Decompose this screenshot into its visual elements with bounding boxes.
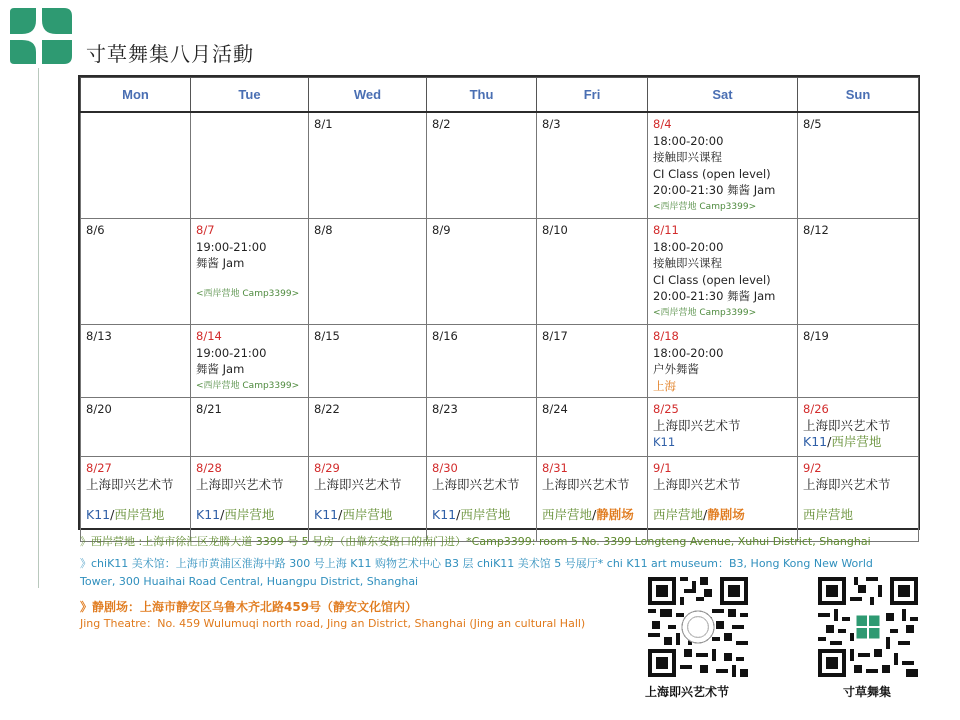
venue-separator: / — [110, 507, 115, 522]
event-date: 8/18 — [653, 329, 679, 343]
venue-k11: K11 — [196, 507, 221, 522]
event-name-en: CI Class (open level) — [653, 166, 771, 181]
day-cell — [427, 398, 537, 457]
venue-separator: / — [456, 507, 461, 522]
day-cell — [427, 112, 537, 219]
venue-camp: 西岸营地 — [114, 507, 165, 522]
calendar-table — [78, 75, 920, 530]
venue-separator: / — [703, 507, 708, 522]
day-cell-event — [648, 398, 798, 457]
day-cell — [81, 325, 191, 398]
day-cell — [309, 325, 427, 398]
event-time: 18:00-20:00 — [653, 239, 724, 254]
day-cell — [537, 112, 648, 219]
event-location: <西岸营地 Camp3399> — [196, 288, 300, 299]
day-cell — [537, 219, 648, 325]
day-cell — [191, 398, 309, 457]
day-cell-empty — [81, 112, 191, 219]
venue-k11: K11 — [803, 434, 828, 449]
day-date: 8/24 — [542, 402, 568, 416]
venue-camp: 西岸营地 — [342, 507, 393, 522]
event-name: 舞酱 Jam — [196, 256, 245, 270]
event-name-en: CI Class (open level) — [653, 272, 771, 287]
weekday-header: Thu — [427, 78, 537, 113]
day-cell — [81, 398, 191, 457]
day-date: 8/15 — [314, 329, 340, 343]
venue-jing-theatre: 静剧场 — [707, 507, 745, 522]
event-name: 舞酱 Jam — [196, 362, 245, 376]
venue-camp: 西岸营地 — [653, 507, 704, 522]
event-date: 8/29 — [314, 461, 340, 475]
venue-camp: 西岸营地 — [831, 434, 882, 449]
day-cell — [309, 398, 427, 457]
venue-k11: K11 — [432, 507, 457, 522]
event-date: 8/11 — [653, 223, 679, 237]
week-row — [81, 325, 919, 398]
event-name: 上海即兴艺术节 — [803, 476, 891, 492]
day-cell-event — [191, 219, 309, 325]
day-date: 8/23 — [432, 402, 458, 416]
event-name: 接触即兴课程 — [653, 256, 722, 270]
day-cell-event — [81, 457, 191, 542]
day-cell — [427, 325, 537, 398]
day-date: 8/16 — [432, 329, 458, 343]
event-date: 8/25 — [653, 402, 679, 416]
day-date: 8/22 — [314, 402, 340, 416]
day-cell-event — [648, 112, 798, 219]
day-cell-event — [309, 457, 427, 542]
venue-camp: 西岸营地 — [803, 507, 854, 522]
event-name: 接触即兴课程 — [653, 150, 722, 164]
event-location: <西岸营地 Camp3399> — [653, 307, 757, 318]
day-cell-event — [191, 457, 309, 542]
venue-separator: / — [220, 507, 225, 522]
event-name: 上海即兴艺术节 — [86, 476, 174, 492]
day-cell — [537, 398, 648, 457]
qr-code-cuncao — [818, 577, 918, 677]
event-time: 19:00-21:00 — [196, 345, 267, 360]
event-name: 上海即兴艺术节 — [314, 476, 402, 492]
venue-jing-theatre: 静剧场 — [596, 507, 634, 522]
qr-code-shanghai-festival — [648, 577, 748, 677]
event-jam: 20:00-21:30 舞酱 Jam — [653, 289, 776, 303]
day-date: 8/20 — [86, 402, 112, 416]
event-time: 19:00-21:00 — [196, 239, 267, 254]
day-date: 8/3 — [542, 117, 561, 131]
day-cell-event — [427, 457, 537, 542]
day-cell-event — [798, 398, 919, 457]
week-row — [81, 219, 919, 325]
margin-line — [38, 68, 39, 588]
event-time: 18:00-20:00 — [653, 133, 724, 148]
event-name: 户外舞酱 — [653, 362, 699, 376]
event-date: 8/7 — [196, 223, 215, 237]
event-name: 上海即兴艺术节 — [432, 476, 520, 492]
event-jam: 20:00-21:30 舞酱 Jam — [653, 183, 776, 197]
weekday-header-row — [81, 78, 919, 113]
day-cell-empty — [191, 112, 309, 219]
event-name: 上海即兴艺术节 — [653, 417, 741, 433]
qr-label-cuncao: 寸草舞集 — [843, 685, 892, 699]
day-cell-event — [537, 457, 648, 542]
day-cell-event — [191, 325, 309, 398]
venue-separator: / — [827, 434, 832, 449]
day-cell — [537, 325, 648, 398]
day-date: 8/6 — [86, 223, 105, 237]
page-title: 寸草舞集八月活動 — [86, 42, 254, 66]
event-date: 8/30 — [432, 461, 458, 475]
day-cell — [309, 112, 427, 219]
event-name: 上海即兴艺术节 — [196, 476, 284, 492]
event-date: 8/31 — [542, 461, 568, 475]
weekday-header: Fri — [537, 78, 648, 113]
event-location: <西岸营地 Camp3399> — [653, 201, 757, 212]
day-date: 8/10 — [542, 223, 568, 237]
event-date: 8/4 — [653, 117, 672, 131]
day-cell — [427, 219, 537, 325]
day-cell — [798, 219, 919, 325]
day-cell-event — [798, 457, 919, 542]
venue-note-jing-theatre: 》静剧场：上海市静安区乌鲁木齐北路459号（静安文化馆内） — [80, 600, 418, 614]
week-row — [81, 457, 919, 542]
venue-separator: / — [592, 507, 597, 522]
event-date: 9/2 — [803, 461, 822, 475]
day-date: 8/1 — [314, 117, 333, 131]
day-date: 8/2 — [432, 117, 451, 131]
day-cell — [309, 219, 427, 325]
event-date: 8/28 — [196, 461, 222, 475]
venue-note-jing-theatre-en: Jing Theatre：No. 459 Wulumuqi north road, Jing an District, Shanghai (Jing an cultural Hall) — [80, 617, 586, 630]
day-cell-event — [648, 457, 798, 542]
event-date: 9/1 — [653, 461, 672, 475]
day-date: 8/19 — [803, 329, 829, 343]
venue-camp: 西岸营地 — [460, 507, 511, 522]
event-date: 8/26 — [803, 402, 829, 416]
weekday-header: Tue — [191, 78, 309, 113]
event-location: <西岸营地 Camp3399> — [196, 380, 300, 391]
event-date: 8/14 — [196, 329, 222, 343]
day-date: 8/9 — [432, 223, 451, 237]
day-date: 8/13 — [86, 329, 112, 343]
event-name: 上海即兴艺术节 — [542, 476, 630, 492]
venue-k11: K11 — [86, 507, 111, 522]
venue-note-k11-cont: Tower, 300 Huaihai Road Central, Huangpu District, Shanghai — [80, 575, 419, 588]
day-cell — [798, 112, 919, 219]
weekday-header: Wed — [309, 78, 427, 113]
qr-label-festival: 上海即兴艺术节 — [645, 685, 730, 699]
event-name: 上海即兴艺术节 — [653, 476, 741, 492]
event-time: 18:00-20:00 — [653, 345, 724, 360]
weekday-header: Sat — [648, 78, 798, 113]
venue-camp: 西岸营地 — [224, 507, 275, 522]
venue-camp: 西岸营地 — [542, 507, 593, 522]
day-cell-event — [648, 219, 798, 325]
week-row — [81, 112, 919, 219]
venue-note-k11: 》chiK11 美术馆：上海市黄浦区淮海中路 300 号上海 K11 购物艺术中心 B3 层 chiK11 美术馆 5 号展厅* chi K11 art museum：B3, Hong Kong New World — [80, 557, 873, 570]
event-name: 上海即兴艺术节 — [803, 417, 891, 433]
weekday-header: Sun — [798, 78, 919, 113]
day-date: 8/17 — [542, 329, 568, 343]
logo-icon — [8, 6, 74, 66]
weekday-header: Mon — [81, 78, 191, 113]
venue-note-camp3399: 》西岸营地 :上海市徐汇区龙腾大道 3399 号 5 号房（由靠东安路口的南门进）*Camp3399: room 5 No. 3399 Longteng Avenue, Xuhui District, Shanghai — [80, 535, 871, 548]
day-date: 8/12 — [803, 223, 829, 237]
day-cell — [81, 219, 191, 325]
venue-k11: K11 — [653, 435, 676, 449]
day-date: 8/8 — [314, 223, 333, 237]
day-date: 8/5 — [803, 117, 822, 131]
day-date: 8/21 — [196, 402, 222, 416]
day-cell-event — [648, 325, 798, 398]
venue-k11: K11 — [314, 507, 339, 522]
event-city: 上海 — [653, 378, 676, 393]
day-cell — [798, 325, 919, 398]
week-row — [81, 398, 919, 457]
event-date: 8/27 — [86, 461, 112, 475]
venue-separator: / — [338, 507, 343, 522]
